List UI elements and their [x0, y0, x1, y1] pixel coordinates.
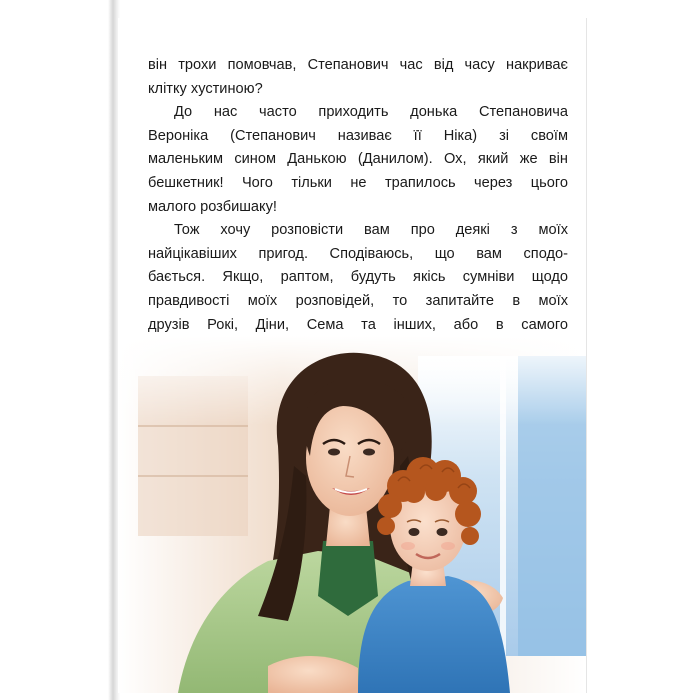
- illustration-svg: [118, 336, 586, 693]
- text-line: бешкетник! Чого тільки не трапилось через цього: [148, 174, 568, 191]
- text-line: правдивості моїх розповідей, то запитайте в моїх: [148, 292, 568, 309]
- text-line: Вероніка (Степанович називає її Ніка) зі своїм: [148, 127, 568, 144]
- text-line: він трохи помовчав, Степанович час від часу накриває: [148, 57, 568, 73]
- story-text: [148, 54, 568, 384]
- text-line: клітку хустиною?: [148, 80, 263, 97]
- book-page: [118, 18, 586, 693]
- page-binding-shadow: [0, 0, 120, 700]
- text-line: малого розбишаку!: [148, 198, 277, 215]
- paragraph-2: [148, 101, 568, 219]
- text-line: найцікавіших пригод. Сподіваюсь, що вам сподо-: [148, 245, 568, 262]
- text-line: бається. Якщо, раптом, будуть якісь сумніви щодо: [148, 269, 568, 286]
- text-line: До нас часто приходить донька Степановича: [174, 104, 568, 121]
- illustration-mother-and-son: [118, 336, 586, 693]
- paragraph-1: [148, 54, 568, 101]
- text-line: Тож хочу розповісти вам про деякі з моїх: [174, 222, 568, 239]
- text-line: маленьким сином Данькою (Данилом). Ох, який же він: [148, 151, 568, 168]
- text-line: друзів Рокі, Діни, Сема та інших, або в самого: [148, 316, 568, 333]
